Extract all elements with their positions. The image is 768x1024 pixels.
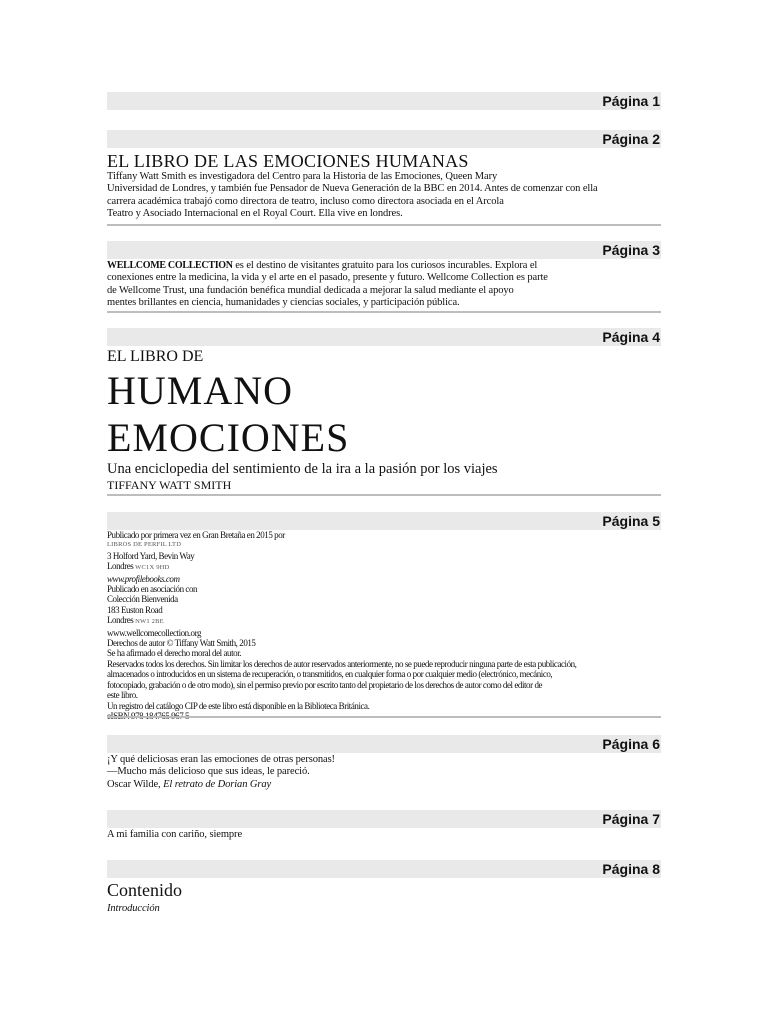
copyright-line: LIBROS DE PERFIL LTD (107, 541, 182, 549)
copyright-line: 183 Euston Road (107, 604, 163, 615)
publisher-blurb (107, 260, 661, 310)
page-number: Página 3 (602, 242, 660, 258)
page-divider (107, 224, 661, 226)
copyright-line: 3 Holford Yard, Bevin Way (107, 550, 195, 561)
page-number: Página 7 (602, 811, 660, 827)
dedication: A mi familia con cariño, siempre (107, 829, 243, 840)
page-header-1 (107, 92, 661, 110)
page-number: Página 5 (602, 513, 660, 529)
copyright-line: Colección Bienvenida (107, 594, 178, 605)
copyright-line: Derechos de autor © Tiffany Watt Smith, 2015 (107, 638, 256, 649)
contents-item: Introducción (107, 903, 160, 914)
title-prefix: EL LIBRO DE (107, 348, 204, 365)
copyright-line: este libro. (107, 690, 138, 701)
page-number: Página 1 (602, 93, 660, 109)
page-header-4 (107, 328, 661, 346)
page-number: Página 2 (602, 131, 660, 147)
copyright-line: Publicado por primera vez en Gran Bretaña en 2015 por (107, 530, 285, 540)
brand-name: WELLCOME COLLECTION (107, 260, 233, 271)
author-bio (107, 171, 661, 221)
copyright-line: Publicado en asociación con (107, 584, 198, 595)
page-number: Página 4 (602, 329, 660, 345)
title-line-1: HUMANO (107, 368, 293, 413)
page-header-2 (107, 130, 661, 148)
page-divider (107, 716, 661, 718)
author-name: TIFFANY WATT SMITH (107, 478, 232, 492)
page-divider (107, 311, 661, 313)
epigraph-line: ¡Y qué deliciosas eran las emociones de otras personas! (107, 754, 335, 765)
bio-line: Teatro y Asociado Internacional en el Royal Court. Ella vive en londres. (107, 208, 403, 220)
blurb-line: WELLCOME COLLECTION es el destino de visitantes gratuito para los curiosos incurables. Explora el (107, 260, 538, 271)
copyright-line: Londres WC1X 9HD (107, 561, 170, 572)
blurb-line: mentes brillantes en ciencia, humanidades y ciencias sociales, y participación pública. (107, 297, 460, 309)
blurb-line: de Wellcome Trust, una fundación benéfica mundial dedicada a mejorar la salud mediante el apoyo (107, 284, 514, 296)
title-line-2: EMOCIONES (107, 415, 350, 460)
copyright-line: www.wellcomecollection.org (107, 627, 202, 638)
bio-line: carrera académica trabajó como directora de teatro, incluso como directora asociada en el Arcola (107, 195, 504, 207)
epigraph-line: —Mucho más delicioso que sus ideas, le pareció. (107, 766, 310, 778)
book-title-heading: EL LIBRO DE LAS EMOCIONES HUMANAS (107, 151, 469, 171)
page-header-6 (107, 735, 661, 753)
copyright-line: Reservados todos los derechos. Sin limitar los derechos de autor reservados anteriormente, no se puede reproducir ninguna parte de esta publicación, (107, 658, 577, 669)
page-header-3 (107, 241, 661, 259)
page-divider (107, 494, 661, 496)
epigraph-attribution: Oscar Wilde, El retrato de Dorian Gray (107, 778, 272, 790)
blurb-line: conexiones entre la medicina, la vida y el arte en el pasado, presente y futuro. Wellcome Collection es parte (107, 272, 548, 284)
epigraph (107, 754, 661, 791)
copyright-line: Se ha afirmado el derecho moral del autor. (107, 648, 242, 659)
bio-line: Tiffany Watt Smith es investigadora del Centro para la Historia de las Emociones, Queen Mary (107, 171, 498, 182)
copyright-line: Un registro del catálogo CIP de este libro está disponible en la Biblioteca Británica. (107, 700, 370, 711)
subtitle: Una enciclopedia del sentimiento de la ira a la pasión por los viajes (107, 461, 498, 477)
copyright-page (107, 530, 661, 721)
page-number: Página 6 (602, 736, 660, 752)
page-header-7 (107, 810, 661, 828)
copyright-line: almacenados o introducidos en un sistema de recuperación, o transmitidos, en cualquier forma o por cualquier medio (electrónico, mecánico, (107, 669, 553, 680)
page-number: Página 8 (602, 861, 660, 877)
page-header-5 (107, 512, 661, 530)
page-header-8 (107, 860, 661, 878)
copyright-line: Londres NW1 2BE (107, 615, 164, 626)
copyright-line: www.profilebooks.com (107, 573, 180, 584)
bio-line: Universidad de Londres, y también fue Pensador de Nueva Generación de la BBC en 2014. Antes de comenzar con ella (107, 183, 598, 195)
contents-heading: Contenido (107, 880, 182, 900)
copyright-line: fotocopiado, grabación o de otro modo), sin el permiso previo por escrito tanto del propietario de los derechos de autor como del editor de (107, 679, 543, 690)
